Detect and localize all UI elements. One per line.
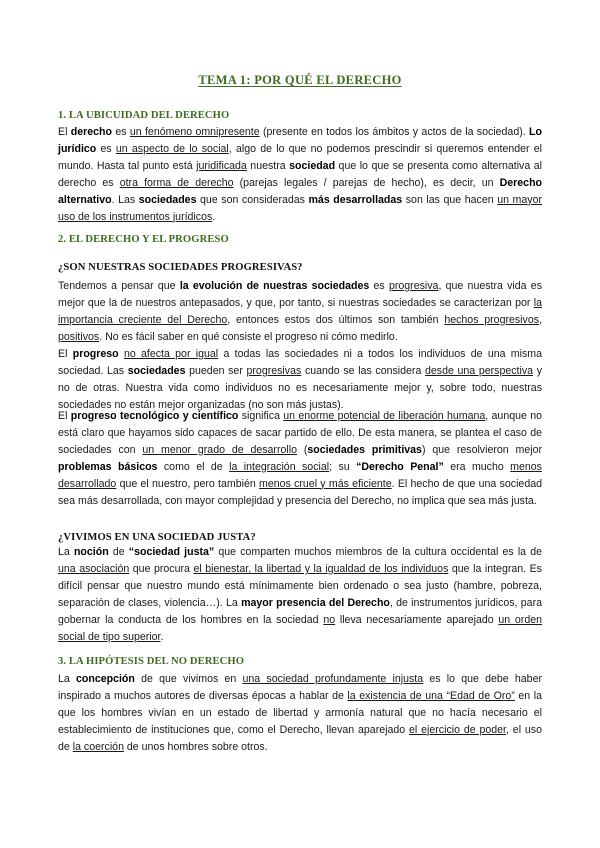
underlined-text: la coerción xyxy=(72,740,124,753)
section-heading-2: 2. EL DERECHO Y EL PROGRESO xyxy=(58,234,229,245)
underlined-text: no xyxy=(323,613,336,626)
subheading: ¿VIVIMOS EN UNA SOCIEDAD JUSTA? xyxy=(58,532,256,543)
paragraph xyxy=(58,408,542,509)
underlined-text: progresiva xyxy=(388,280,439,292)
text-run: lleva necesariamente aparejado xyxy=(335,613,499,626)
underlined-text: la integración social xyxy=(229,460,330,473)
text-run: , el uso de xyxy=(58,723,542,753)
text-run: es xyxy=(96,142,116,155)
text-run: es xyxy=(369,280,389,292)
underlined-text: un aspecto de lo social xyxy=(115,142,229,155)
text-run: cuando se las considera xyxy=(301,364,425,377)
text-run: ) que resolvieron mejor xyxy=(421,443,542,456)
text-run: , que nuestra vida es mejor que la de nuestros antepasados, y que, por tanto, si nuestras sociedades se caracterizan por xyxy=(58,280,542,309)
underlined-text: un mayor uso de los instrumentos jurídicos xyxy=(58,193,542,223)
text-run: . xyxy=(212,210,216,223)
underlined-text: un enorme potencial de liberación humana xyxy=(283,410,486,422)
underlined-text: una asociación xyxy=(58,562,130,575)
bold-text: Lo jurídico xyxy=(58,126,542,155)
text-run: era mucho xyxy=(443,460,511,473)
paragraph xyxy=(58,346,542,414)
text-run: es lo que debe haber inspirado a muchos autores de diversas épocas a hablar de xyxy=(58,673,542,702)
bold-text: sociedades primitivas xyxy=(307,443,422,456)
underlined-text: la existencia de una “Edad de Oro” xyxy=(347,689,515,702)
bold-text: más desarrolladas xyxy=(308,193,403,206)
underlined-text: el ejercicio de poder xyxy=(409,723,506,736)
bold-text: derecho xyxy=(70,126,112,138)
underlined-text: no afecta por igual xyxy=(123,348,219,360)
text-run: y no de otras. Nuestra vida como individuos no es necesariamente mejor y, sobre todo, nuestras sociedades no están mejor organizadas (no son más justas). xyxy=(58,364,542,411)
text-run: El xyxy=(58,348,73,360)
underlined-text: desde una perspectiva xyxy=(425,364,534,377)
text-run: (parejas legales / parejas de hecho), es decir, un xyxy=(233,176,500,189)
section-heading-1: 1. LA UBICUIDAD DEL DERECHO xyxy=(58,110,230,121)
bold-text: sociedad xyxy=(289,159,336,172)
underlined-text: un fenómeno omnipresente xyxy=(129,126,260,138)
text-run: , entonces estos dos últimos son también xyxy=(227,313,445,326)
paragraph xyxy=(58,278,542,346)
text-run: , algo de lo que no podemos prescindir si queremos entender el mundo. Hasta tal punto está xyxy=(58,142,543,172)
text-run: es xyxy=(111,126,130,138)
underlined-text: un orden social de tipo superior xyxy=(58,613,542,643)
bold-text: “Derecho Penal” xyxy=(356,460,444,473)
underlined-text: juridificada xyxy=(196,159,247,172)
text-run: . Las xyxy=(111,193,139,206)
text-run: Tendemos a pensar que xyxy=(58,280,180,292)
underlined-text: menos desarrollado xyxy=(58,460,542,490)
bold-text: concepción xyxy=(76,673,135,685)
text-run: que el nuestro, pero también xyxy=(116,477,260,490)
text-run: en la que los hombres vivían en un estado de libertad y armonía natural que no hacía necesario el establecimiento de instituciones que, como el Derecho, llevan aparejado xyxy=(58,689,542,736)
text-run: pueden ser xyxy=(185,364,247,377)
text-run: a todas las sociedades ni a todos los individuos de una misma sociedad. Las xyxy=(58,348,542,377)
text-run: (presente en todos los ámbitos y actos de la sociedad). xyxy=(259,126,530,138)
bold-text: progreso xyxy=(72,348,119,360)
text-run: significa xyxy=(238,410,284,422)
bold-text: sociedades xyxy=(138,193,197,206)
text-run: ( xyxy=(296,443,308,456)
text-run: , de instrumentos jurídicos, para gobernar la conducta de los hombres en la sociedad xyxy=(58,596,542,626)
text-run: que son consideradas xyxy=(196,193,309,206)
text-run: como el de xyxy=(157,460,230,473)
text-run: de que vivimos en xyxy=(134,673,243,685)
text-run: que lo que se presenta como alternativa al derecho es xyxy=(58,159,542,189)
text-run: que procura xyxy=(129,562,194,575)
page-title: TEMA 1: POR QUÉ EL DERECHO xyxy=(198,73,402,87)
text-run: nuestra xyxy=(246,159,290,172)
text-run: La xyxy=(58,673,76,685)
section-heading-3: 3. LA HIPÓTESIS DEL NO DERECHO xyxy=(58,656,245,667)
bold-text: problemas básicos xyxy=(58,460,158,473)
text-run: El xyxy=(58,126,71,138)
text-run: de xyxy=(108,546,129,558)
text-run: . No es fácil saber en qué consiste el progreso ni cómo medirlo. xyxy=(99,330,398,343)
underlined-text: otra forma de derecho xyxy=(119,176,234,189)
bold-text: noción xyxy=(73,546,109,558)
underlined-text: la importancia creciente del Derecho xyxy=(58,296,542,326)
underlined-text: menos cruel y más eficiente xyxy=(259,477,392,490)
text-run: . El hecho de que una sociedad sea más desarrollada, con mayor complejidad y presencia del Derecho, no implica que sea más justa. xyxy=(58,477,542,507)
underlined-text: una sociedad profundamente injusta xyxy=(242,673,424,685)
bold-text: “sociedad justa” xyxy=(128,546,215,558)
text-run: que la integran. Es difícil pensar que nuestro mundo está mínimamente bien ordenado o sea justo (hambre, pobreza, separación de clases, violencia…). La xyxy=(58,562,542,609)
text-run: La xyxy=(58,546,74,558)
underlined-text: progresivas xyxy=(246,364,302,377)
paragraph xyxy=(58,124,542,225)
text-run: son las que hacen xyxy=(402,193,498,206)
text-run: El xyxy=(58,410,71,422)
bold-text: progreso tecnológico y científico xyxy=(70,410,239,422)
text-run: ; su xyxy=(329,460,357,473)
text-run: , aunque no está claro que hayamos sido capaces de sacar partido de ello. De esta manera, se plantea el caso de sociedades con xyxy=(58,410,542,456)
text-run: que comparten muchos miembros de la cultura occidental es la de xyxy=(214,546,543,558)
underlined-text: hechos progresivos xyxy=(444,313,540,326)
paragraph xyxy=(58,671,542,756)
bold-text: sociedades xyxy=(127,364,186,377)
text-run: de unos hombres sobre otros. xyxy=(123,740,268,753)
underlined-text: el bienestar, la libertad y la igualdad de los individuos xyxy=(193,562,449,575)
subheading: ¿SON NUESTRAS SOCIEDADES PROGRESIVAS? xyxy=(58,262,303,273)
bold-text: mayor presencia del Derecho xyxy=(241,596,390,609)
underlined-text: un menor grado de desarrollo xyxy=(142,443,297,456)
text-run: , xyxy=(539,313,542,326)
underlined-text: positivos xyxy=(58,330,100,343)
paragraph xyxy=(58,544,542,645)
bold-text: Derecho alternativo xyxy=(58,176,543,206)
bold-text: la evolución de nuestras sociedades xyxy=(179,280,370,292)
text-run: . xyxy=(160,630,164,643)
